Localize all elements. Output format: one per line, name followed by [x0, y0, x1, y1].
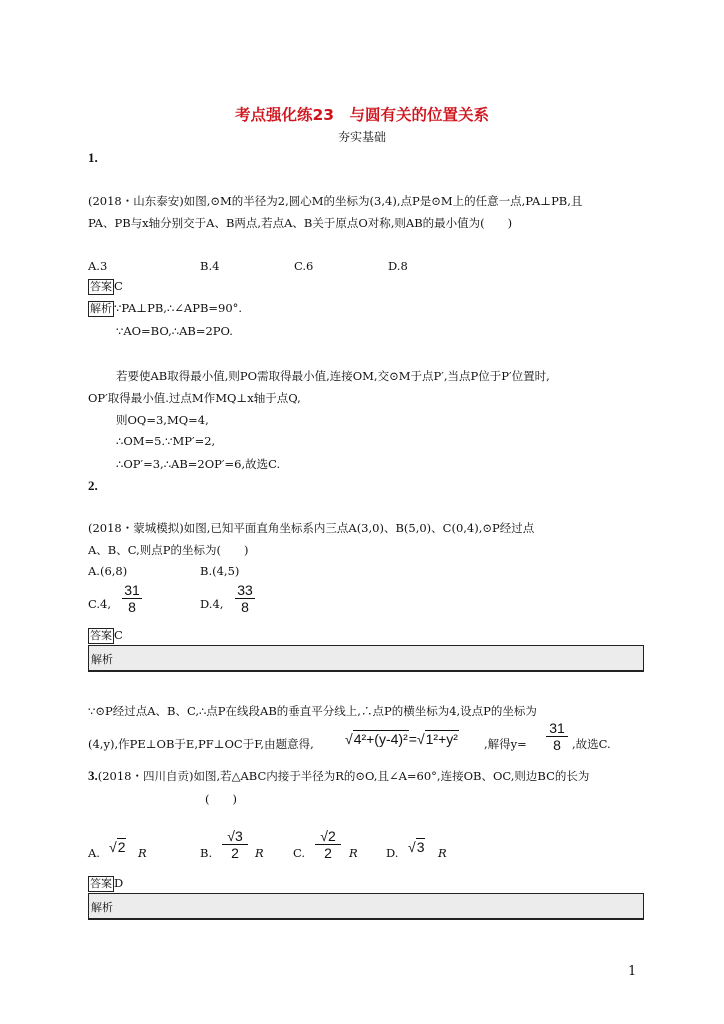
fraction-denominator: 8 — [553, 737, 561, 753]
fraction-denominator: 8 — [128, 599, 136, 615]
question-3-option-b-r: R — [255, 846, 264, 860]
page-title: 考点强化练23 与圆有关的位置关系 — [234, 106, 490, 124]
question-2-analysis-bar — [88, 645, 644, 672]
question-2-stem-line2: A、B、C,则点P的坐标为( ) — [88, 543, 249, 557]
question-1-option-d: D.8 — [388, 259, 408, 273]
question-1-option-b: B.4 — [200, 259, 220, 273]
question-1-solution-line1: ∵PA⊥PB,∴∠APB=90°. — [114, 301, 243, 315]
question-3-paren: ( ) — [205, 792, 237, 806]
equation-right-radicand: 1²+y² — [425, 731, 458, 747]
question-3-option-c-label: C. — [293, 846, 306, 860]
sqrt-sign-icon: √ — [416, 731, 425, 747]
question-2-answer-row — [88, 628, 123, 644]
fraction-denominator: 8 — [241, 599, 249, 615]
question-1-solution-line7: ∴OP′=3,∴AB=2OP′=6,故选C. — [116, 457, 281, 471]
question-2-option-b: B.(4,5) — [200, 564, 240, 578]
question-2-option-d: D.4, — [200, 597, 224, 611]
radicand: 2 — [117, 839, 126, 855]
answer-label: 答案 — [90, 877, 112, 890]
question-1-option-a: A.3 — [88, 259, 108, 273]
sqrt-sign-icon: √ — [109, 839, 117, 855]
question-1-analysis-row — [88, 301, 242, 317]
question-1-stem-line2: PA、PB与x轴分别交于A、B两点,若点A、B关于原点O对称,则AB的最小值为( ) — [88, 216, 513, 230]
fraction-numerator: 31 — [546, 720, 568, 737]
analysis-label: 解析 — [91, 901, 113, 914]
question-2-answer: C — [114, 628, 123, 642]
question-1-stem-line1: (2018・山东泰安)如图,⊙M的半径为2,圆心M的坐标为(3,4),点P是⊙M上的任意一点,PA⊥PB,且 — [88, 194, 583, 208]
sqrt-sign-icon: √ — [408, 839, 416, 855]
analysis-label: 解析 — [90, 302, 112, 315]
answer-label: 答案 — [90, 629, 112, 642]
question-1-solution-line4: OP′取得最小值.过点M作MQ⊥x轴于点Q, — [88, 391, 301, 405]
equation-left-radicand: 4²+(y-4)² — [353, 731, 408, 747]
question-3-option-d-r: R — [438, 846, 447, 860]
question-2-option-c-fraction — [122, 582, 142, 616]
question-1-answer-row — [88, 279, 123, 295]
page-number: 1 — [628, 964, 637, 979]
radicand: 2 — [327, 828, 336, 844]
question-1-solution-line5: 则OQ=3,MQ=4, — [116, 413, 209, 427]
question-2-solution-solve: ,解得y= — [484, 737, 527, 751]
fraction-denominator: 2 — [231, 845, 239, 861]
question-3-answer: D — [114, 876, 124, 890]
question-2-solution-end: ,故选C. — [572, 737, 611, 751]
fraction-numerator — [315, 828, 341, 845]
question-3-option-d-sqrt — [408, 839, 425, 855]
question-1-number: 1. — [88, 150, 98, 165]
question-1-solution-line6: ∴OM=5.∵MP′=2, — [116, 434, 216, 448]
fraction-numerator: 33 — [235, 582, 255, 599]
question-3-option-d-label: D. — [386, 846, 399, 860]
answer-label: 答案 — [90, 280, 112, 293]
sqrt-sign-icon: √ — [345, 731, 353, 747]
question-3-number: 3. — [88, 768, 98, 783]
section-subtitle: 夯实基础 — [337, 130, 386, 144]
question-3-option-c-r: R — [349, 846, 358, 860]
question-2-solution-fraction — [546, 720, 568, 754]
question-3-option-a-label: A. — [88, 846, 100, 860]
question-3-answer-row — [88, 876, 123, 892]
equation-equals: = — [408, 731, 417, 747]
question-3-stem-line1 — [88, 768, 589, 784]
question-3-analysis-bar — [88, 893, 644, 920]
radicand: 3 — [416, 839, 425, 855]
question-2-option-d-fraction — [235, 582, 255, 616]
question-2-option-a: A.(6,8) — [88, 564, 128, 578]
question-1-solution-line3: 若要使AB取得最小值,则PO需取得最小值,连接OM,交⊙M于点P′,当点P位于P′位置时, — [116, 369, 550, 383]
question-3-option-b-fraction — [222, 828, 248, 862]
analysis-label: 解析 — [91, 653, 113, 666]
fraction-denominator: 2 — [324, 845, 332, 861]
question-2-solution-line1: ∵⊙P经过点A、B、C,∴点P在线段AB的垂直平分线上,∴点P的横坐标为4,设点P的坐标为 — [88, 704, 537, 718]
question-3-option-a-r: R — [138, 846, 147, 860]
question-2-option-c: C.4, — [88, 597, 112, 611]
question-2-equation — [345, 731, 459, 747]
question-3-option-a-sqrt — [109, 839, 126, 855]
question-2-number: 2. — [88, 478, 98, 493]
question-1-answer: C — [114, 279, 123, 293]
sqrt-sign-icon: √ — [227, 828, 235, 844]
question-2-stem-line1: (2018・蒙城模拟)如图,已知平面直角坐标系内三点A(3,0)、B(5,0)、C(0,4),⊙P经过点 — [88, 521, 535, 535]
sqrt-sign-icon: √ — [320, 828, 328, 844]
radicand: 3 — [234, 828, 243, 844]
question-2-solution-line2: (4,y),作PE⊥OB于E,PF⊥OC于F,由题意得, — [88, 737, 314, 751]
question-1-solution-line2: ∵AO=BO,∴AB=2PO. — [116, 324, 233, 338]
question-1-option-c: C.6 — [294, 259, 314, 273]
fraction-numerator: 31 — [122, 582, 142, 599]
fraction-numerator — [222, 828, 248, 845]
question-3-option-b-label: B. — [200, 846, 213, 860]
question-3-option-c-fraction — [315, 828, 341, 862]
question-3-stem-text: (2018・四川自贡)如图,若△ABC内接于半径为R的⊙O,且∠A=60°,连接OB、OC,则边BC的长为 — [97, 769, 590, 783]
